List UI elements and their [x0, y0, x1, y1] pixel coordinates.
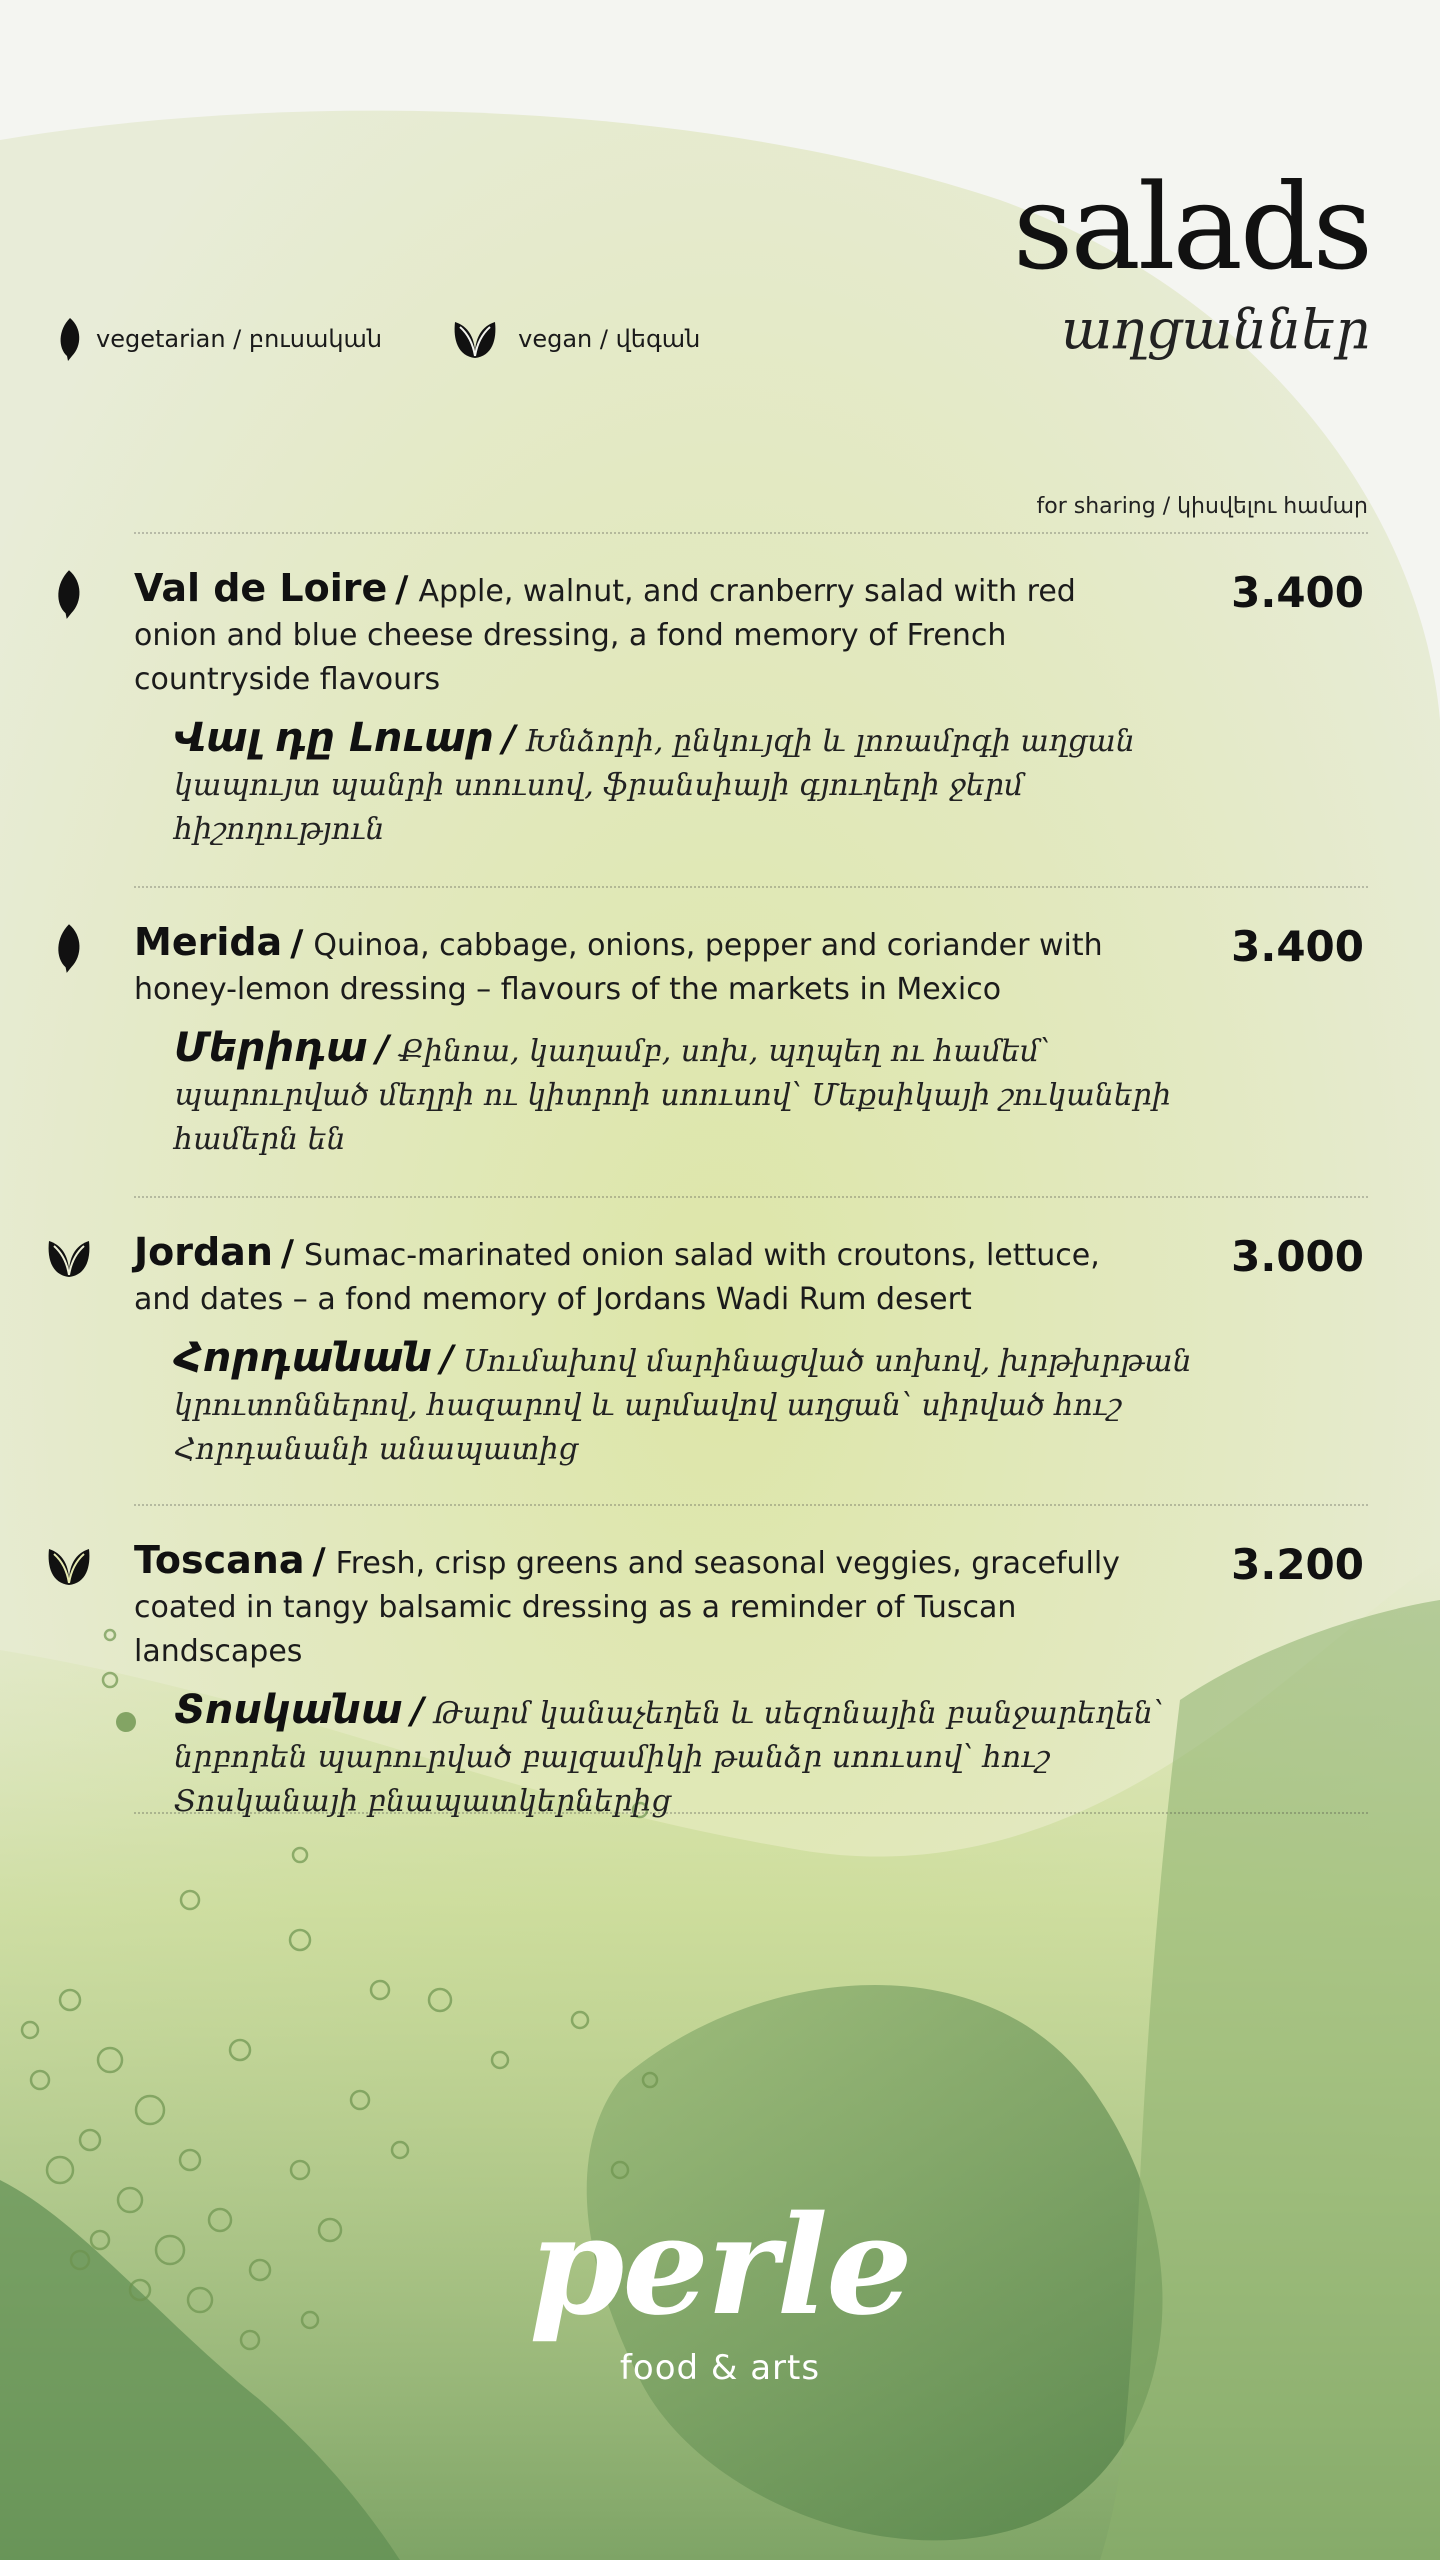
item-diet-icon	[46, 1540, 92, 1592]
item-price: 3.000	[1231, 1232, 1364, 1281]
item-name-en: Jordan	[134, 1230, 273, 1274]
vegetarian-leaf-icon	[46, 922, 92, 974]
vegan-leaf-icon	[452, 316, 498, 362]
logo-tagline: food & arts	[619, 2348, 821, 2388]
item-price: 3.400	[1231, 568, 1364, 617]
item-armenian: Տոսկանա / Թարմ կանաչեղեն և սեզոնային բանջարեղեն՝ նրբորեն պարուրված բալզամիկի թանձր սոուսով՝ հուշ Տոսկանայի բնապատկերներից	[174, 1687, 1164, 1819]
menu-item-jordan	[134, 1230, 1368, 1472]
diet-legend	[56, 316, 770, 362]
item-armenian: Վալ դը Լուար / Խնձորի, ընկույզի և լոռամրգի աղցան կապույտ պանրի սոուսով, ֆրանսիայի գյուղերի ջերմ հիշողություն	[174, 715, 1135, 847]
item-armenian: Մերիդա / Քինոա, կաղամբ, սոխ, պղպեղ ու համեմ՝ պարուրված մեղրի ու կիտրոի սոուսով՝ Մեքսիկայի շուկաների համերն են	[174, 1025, 1172, 1157]
title-main: salads	[1012, 158, 1370, 296]
menu-item-toscana	[134, 1538, 1368, 1824]
item-description-hy: Խնձորի, ընկույզի և լոռամրգի աղցան կապույտ պանրի սոուսով, ֆրանսիայի գյուղերի ջերմ հիշողություն	[174, 724, 1135, 847]
item-name-hy: Մերիդա	[174, 1025, 368, 1071]
vegan-leaf-icon	[46, 1540, 92, 1592]
divider	[134, 1812, 1368, 1814]
item-name-hy: Վալ դը Լուար	[174, 715, 494, 761]
item-diet-icon	[46, 1232, 92, 1284]
item-english: Merida / Quinoa, cabbage, onions, pepper and coriander with honey-lemon dressing – flavours of the markets in Mexico	[134, 920, 1103, 1007]
vegetarian-leaf-icon	[46, 568, 92, 620]
title-sub: աղցաններ	[1061, 298, 1370, 361]
item-description-en: Apple, walnut, and cranberry salad with red onion and blue cheese dressing, a fond memory of French countryside flavours	[134, 574, 1076, 697]
divider	[134, 1196, 1368, 1198]
item-name-en: Toscana	[134, 1538, 305, 1582]
item-diet-icon	[46, 922, 92, 974]
item-armenian: Հորդանան / Սումախով մարինացված սոխով, խրթխրթան կրուտոններով, հազարով և արմավով աղցան՝ սիրված հուշ Հորդանանի անապատից	[174, 1335, 1192, 1467]
item-name-hy: Տոսկանա	[174, 1687, 403, 1733]
vegan-leaf-icon	[46, 1232, 92, 1284]
legend-vegetarian-label: vegetarian / բուսական	[96, 325, 383, 353]
legend-vegetarian	[56, 316, 382, 362]
divider	[134, 532, 1368, 534]
item-english: Val de Loire / Apple, walnut, and cranberry salad with red onion and blue cheese dressing, a fond memory of French countryside flavours	[134, 566, 1076, 697]
item-english: Toscana / Fresh, crisp greens and seasonal veggies, gracefully coated in tangy balsamic dressing as a reminder of Tuscan landscapes	[134, 1538, 1120, 1669]
logo-wordmark: perle	[529, 2186, 911, 2346]
item-description-en: Sumac-marinated onion salad with croutons, lettuce, and dates – a fond memory of Jordans Wadi Rum desert	[134, 1238, 1100, 1317]
item-diet-icon	[46, 568, 92, 620]
divider	[134, 1504, 1368, 1506]
item-name-hy: Հորդանան	[174, 1335, 433, 1381]
divider	[134, 886, 1368, 888]
brand-logo	[0, 2186, 1440, 2388]
page-title	[1012, 158, 1370, 361]
legend-vegan	[452, 316, 700, 362]
menu-item-val-de-loire	[134, 566, 1368, 852]
item-price: 3.400	[1231, 922, 1364, 971]
menu-item-merida	[134, 920, 1368, 1162]
item-english: Jordan / Sumac-marinated onion salad with croutons, lettuce, and dates – a fond memory of Jordans Wadi Rum desert	[134, 1230, 1100, 1317]
sharing-note: for sharing / կիսվելու համար	[1036, 494, 1368, 519]
item-price: 3.200	[1231, 1540, 1364, 1589]
item-description-hy: Սումախով մարինացված սոխով, խրթխրթան կրուտոններով, հազարով և արմավով աղցան՝ սիրված հուշ Հորդանանի անապատից	[174, 1344, 1192, 1467]
item-description-en: Quinoa, cabbage, onions, pepper and coriander with honey-lemon dressing – flavours of the markets in Mexico	[134, 928, 1103, 1007]
item-name-en: Val de Loire	[134, 566, 388, 610]
item-name-en: Merida	[134, 920, 283, 964]
vegetarian-leaf-icon	[56, 316, 84, 362]
item-description-hy: Թարմ կանաչեղեն և սեզոնային բանջարեղեն՝ նրբորեն պարուրված բալզամիկի թանձր սոուսով՝ հուշ Տոսկանայի բնապատկերներից	[174, 1696, 1164, 1819]
legend-vegan-label: vegan / վեգան	[518, 325, 701, 353]
item-description-hy: Քինոա, կաղամբ, սոխ, պղպեղ ու համեմ՝ պարուրված մեղրի ու կիտրոի սոուսով՝ Մեքսիկայի շուկաների համերն են	[174, 1034, 1172, 1157]
item-description-en: Fresh, crisp greens and seasonal veggies, gracefully coated in tangy balsamic dressing as a reminder of Tuscan landscapes	[134, 1546, 1120, 1669]
